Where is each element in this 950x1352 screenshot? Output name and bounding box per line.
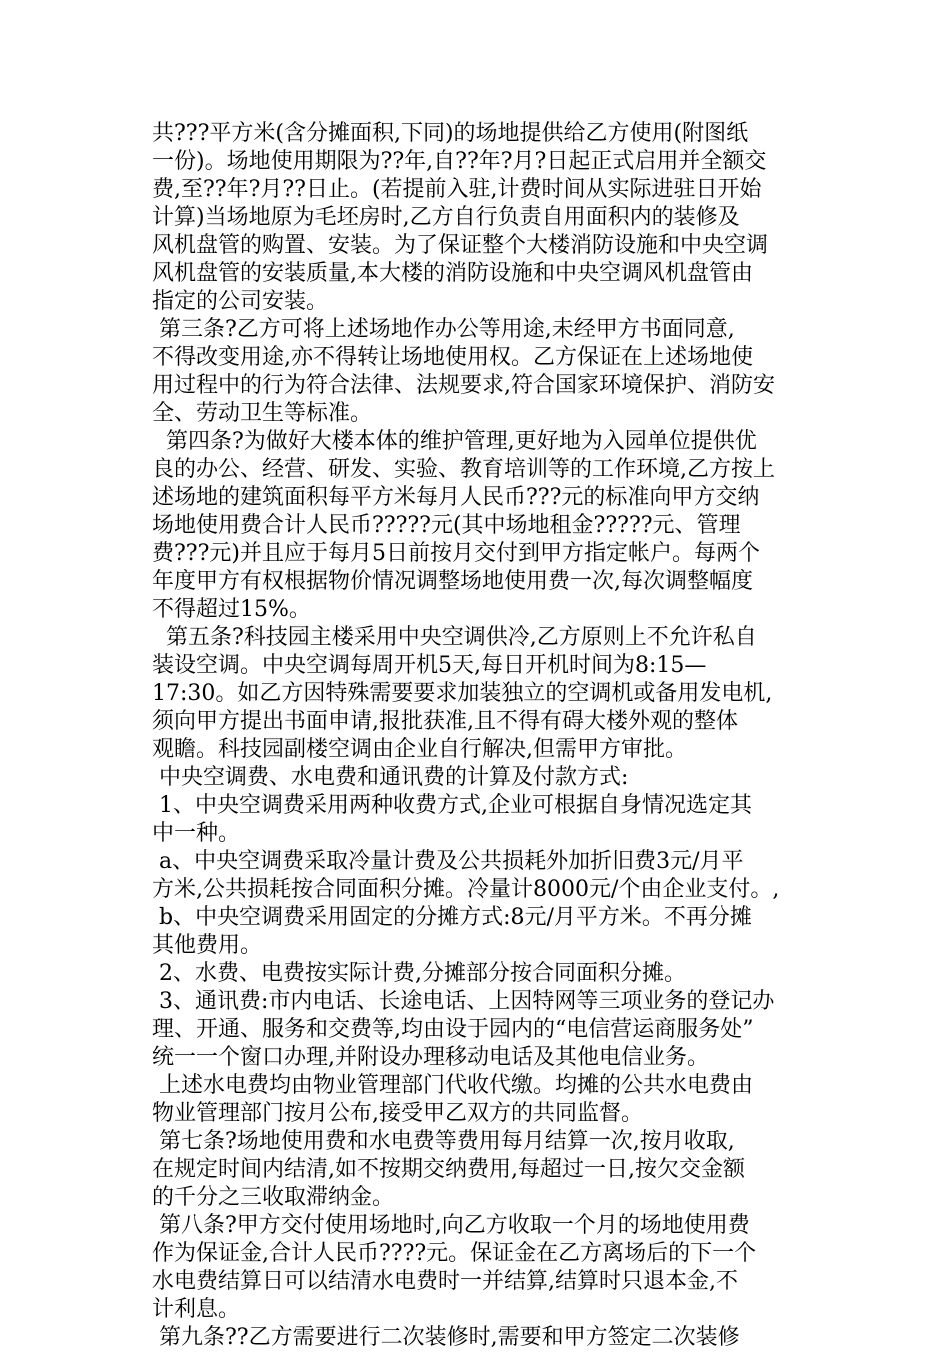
text-line: 述场地的建筑面积每平方米每月人民币???元的标准向甲方交纳 (152, 485, 760, 510)
text-line: a、中央空调费采取冷量计费及公共损耗外加折旧费3元/月平 (152, 849, 744, 874)
text-line: 第四条?为做好大楼本体的维护管理,更好地为入园单位提供优 (152, 429, 757, 454)
text-line: 风机盘管的安装质量,本大楼的消防设施和中央空调风机盘管由 (152, 261, 753, 286)
text-line: 共???平方米(含分摊面积,下同)的场地提供给乙方使用(附图纸 (152, 121, 749, 146)
text-line: 统一一个窗口办理,并附设办理移动电话及其他电信业务。 (152, 1045, 709, 1070)
text-line: 其他费用。 (152, 933, 263, 958)
text-line: 方米,公共损耗按合同面积分摊。冷量计8000元/个由企业支付。, (152, 877, 780, 902)
text-line: 风机盘管的购置、安装。为了保证整个大楼消防设施和中央空调 (152, 233, 769, 258)
text-line: b、中央空调费采用固定的分摊方式:8元/月平方米。不再分摊 (152, 905, 752, 930)
text-line: 作为保证金,合计人民币????元。保证金在乙方离场后的下一个 (152, 1241, 757, 1266)
text-line: 第九条??乙方需要进行二次装修时,需要和甲方签定二次装修 (152, 1325, 740, 1350)
text-line: 中央空调费、水电费和通讯费的计算及付款方式: (152, 765, 629, 790)
text-line: 在规定时间内结清,如不按期交纳费用,每超过一日,按欠交金额 (152, 1157, 745, 1182)
text-line: 用过程中的行为符合法律、法规要求,符合国家环境保护、消防安 (152, 373, 775, 398)
text-line: 2、水费、电费按实际计费,分摊部分按合同面积分摊。 (152, 961, 686, 986)
text-line: 第三条?乙方可将上述场地作办公等用途,未经甲方书面同意, (152, 317, 735, 342)
text-line: 全、劳动卫生等标准。 (152, 401, 373, 426)
text-line: 指定的公司安装。 (152, 289, 329, 314)
text-line: 不得超过15%。 (152, 597, 311, 622)
text-line: 装设空调。中央空调每周开机5天,每日开机时间为8:15— (152, 653, 707, 678)
text-line: 计算)当场地原为毛坯房时,乙方自行负责自用面积内的装修及 (152, 205, 740, 230)
text-line: 费,至??年?月??日止。(若提前入驻,计费时间从实际进驻日开始 (152, 177, 762, 202)
text-line: 不得改变用途,亦不得转让场地使用权。乙方保证在上述场地使 (152, 345, 753, 370)
text-line: 17:30。如乙方因特殊需要要求加装独立的空调机或备用发电机, (152, 681, 773, 706)
document-body (152, 120, 812, 1352)
text-line: 场地使用费合计人民币?????元(其中场地租金?????元、管理 (152, 513, 741, 538)
text-line: 观瞻。科技园副楼空调由企业自行解决,但需甲方审批。 (152, 737, 687, 762)
text-line: 的千分之三收取滞纳金。 (152, 1185, 395, 1210)
text-line: 一份)。场地使用期限为??年,自??年?月?日起正式启用并全额交 (152, 149, 767, 174)
text-line: 中一种。 (152, 821, 241, 846)
text-line: 物业管理部门按月公布,接受甲乙双方的共同监督。 (152, 1101, 643, 1126)
text-line: 须向甲方提出书面申请,报批获准,且不得有碍大楼外观的整体 (152, 709, 738, 734)
text-line: 3、通讯费:市内电话、长途电话、上因特网等三项业务的登记办 (152, 989, 775, 1014)
text-line: 上述水电费均由物业管理部门代收代缴。均摊的公共水电费由 (152, 1073, 753, 1098)
text-line: 第七条?场地使用费和水电费等费用每月结算一次,按月收取, (152, 1129, 735, 1154)
text-line: 1、中央空调费采用两种收费方式,企业可根据自身情况选定其 (152, 793, 752, 818)
text-line: 水电费结算日可以结清水电费时一并结算,结算时只退本金,不 (152, 1269, 738, 1294)
text-line: 年度甲方有权根据物价情况调整场地使用费一次,每次调整幅度 (152, 569, 753, 594)
text-line: 良的办公、经营、研发、实验、教育培训等的工作环境,乙方按上 (152, 457, 775, 482)
text-line: 计利息。 (152, 1297, 241, 1322)
text-line: 第八条?甲方交付使用场地时,向乙方收取一个月的场地使用费 (152, 1213, 750, 1238)
text-line: 理、开通、服务和交费等,均由设于园内的“电信营运商服务处” (152, 1017, 754, 1042)
text-line: 第五条?科技园主楼采用中央空调供冷,乙方原则上不允许私自 (152, 625, 757, 650)
text-line: 费???元)并且应于每月5日前按月交付到甲方指定帐户。每两个 (152, 541, 760, 566)
